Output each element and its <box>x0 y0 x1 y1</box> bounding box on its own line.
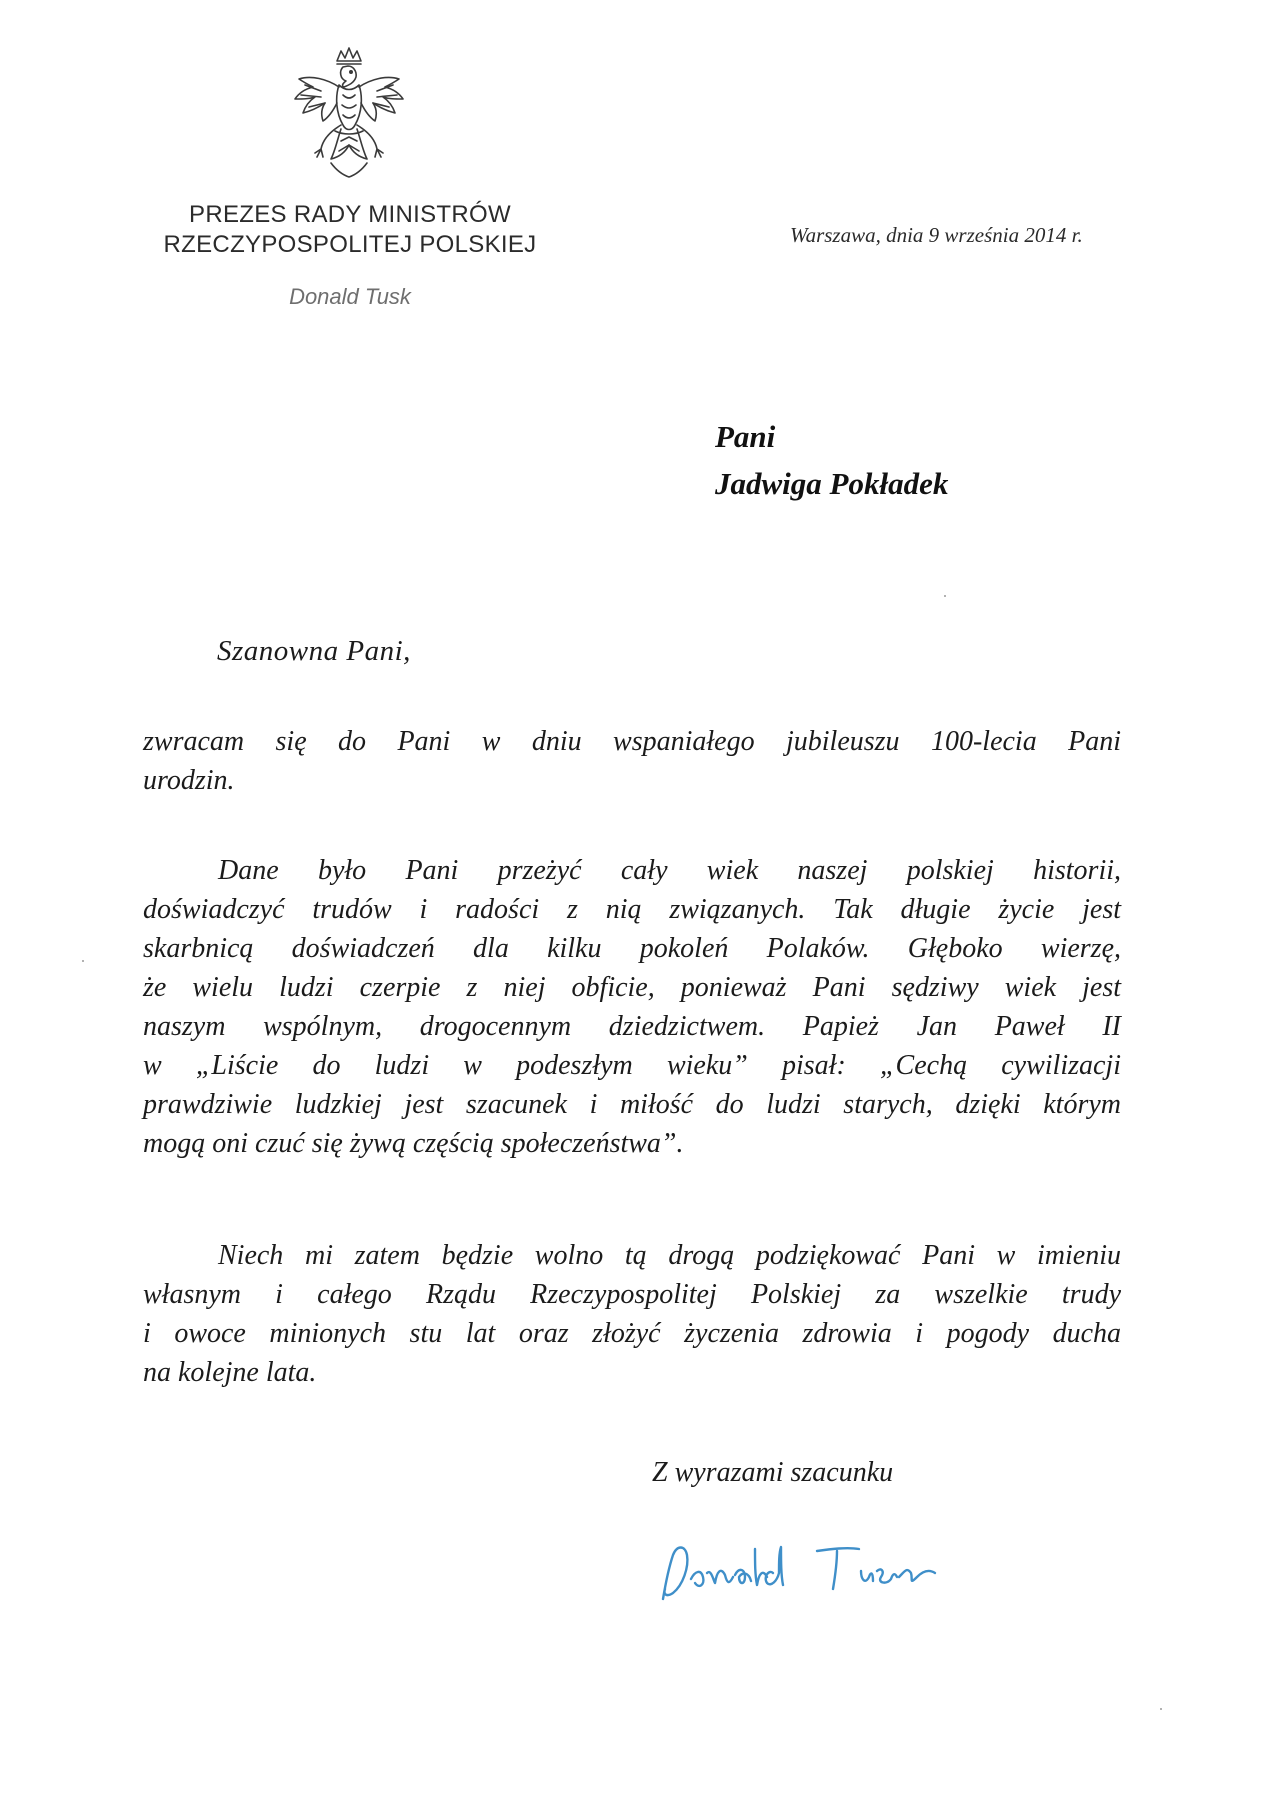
office-title-line1: PREZES RADY MINISTRÓW <box>189 201 511 228</box>
paragraph-line: Niech mi zatem będzie wolno tą drogą podziękować Pani w imieniu <box>218 1240 1121 1271</box>
paragraph-line: w „Liście do ludzi w podeszłym wieku” pisał: „Cechą cywilizacji <box>143 1050 1121 1081</box>
addressee-title: Pani <box>715 419 776 454</box>
scan-speck <box>1160 1708 1162 1710</box>
paragraph-3 <box>143 1236 1121 1392</box>
office-title-line2: RZECZYPOSPOLITEJ POLSKIEJ <box>163 231 537 258</box>
letter-date: Warszawa, dnia 9 września 2014 r. <box>790 223 1083 247</box>
scan-speck <box>82 960 84 962</box>
paragraph-line: doświadczyć trudów i radości z nią związanych. Tak długie życie jest <box>143 894 1121 925</box>
paragraph-line: Dane było Pani przeżyć cały wiek naszej polskiej historii, <box>218 855 1121 886</box>
paragraph-line: skarbnicą doświadczeń dla kilku pokoleń Polaków. Głęboko wierzę, <box>143 933 1121 964</box>
paragraph-1 <box>143 722 1121 800</box>
paragraph-line: prawdziwie ludzkiej jest szacunek i miłość do ludzi starych, dzięki którym <box>143 1089 1121 1120</box>
paragraph-line: własnym i całego Rządu Rzeczypospolitej Polskiej za wszelkie trudy <box>143 1279 1121 1310</box>
addressee-name: Jadwiga Pokładek <box>715 466 949 501</box>
closing-phrase: Z wyrazami szacunku <box>652 1457 894 1488</box>
office-title <box>140 200 560 260</box>
paragraph-line: mogą oni czuć się żywą częścią społeczeństwa”. <box>143 1128 684 1159</box>
paragraph-line: i owoce minionych stu lat oraz złożyć życzenia zdrowia i pogody ducha <box>143 1318 1121 1349</box>
paragraph-line: urodzin. <box>143 765 235 796</box>
paragraph-line: na kolejne lata. <box>143 1357 317 1388</box>
paragraph-line: naszym wspólnym, drogocennym dziedzictwem. Papież Jan Paweł II <box>143 1011 1121 1042</box>
salutation: Szanowna Pani, <box>217 635 411 667</box>
handwritten-signature <box>655 1527 985 1607</box>
sender-name: Donald Tusk <box>289 284 411 309</box>
paragraph-line: że wielu ludzi czerpie z niej obficie, ponieważ Pani sędziwy wiek jest <box>143 972 1121 1003</box>
paragraph-line: zwracam się do Pani w dniu wspaniałego jubileuszu 100-lecia Pani <box>143 726 1121 757</box>
paragraph-2 <box>143 851 1121 1163</box>
polish-eagle-emblem-icon <box>291 45 407 181</box>
scan-speck <box>944 595 946 597</box>
addressee-block <box>715 413 948 507</box>
